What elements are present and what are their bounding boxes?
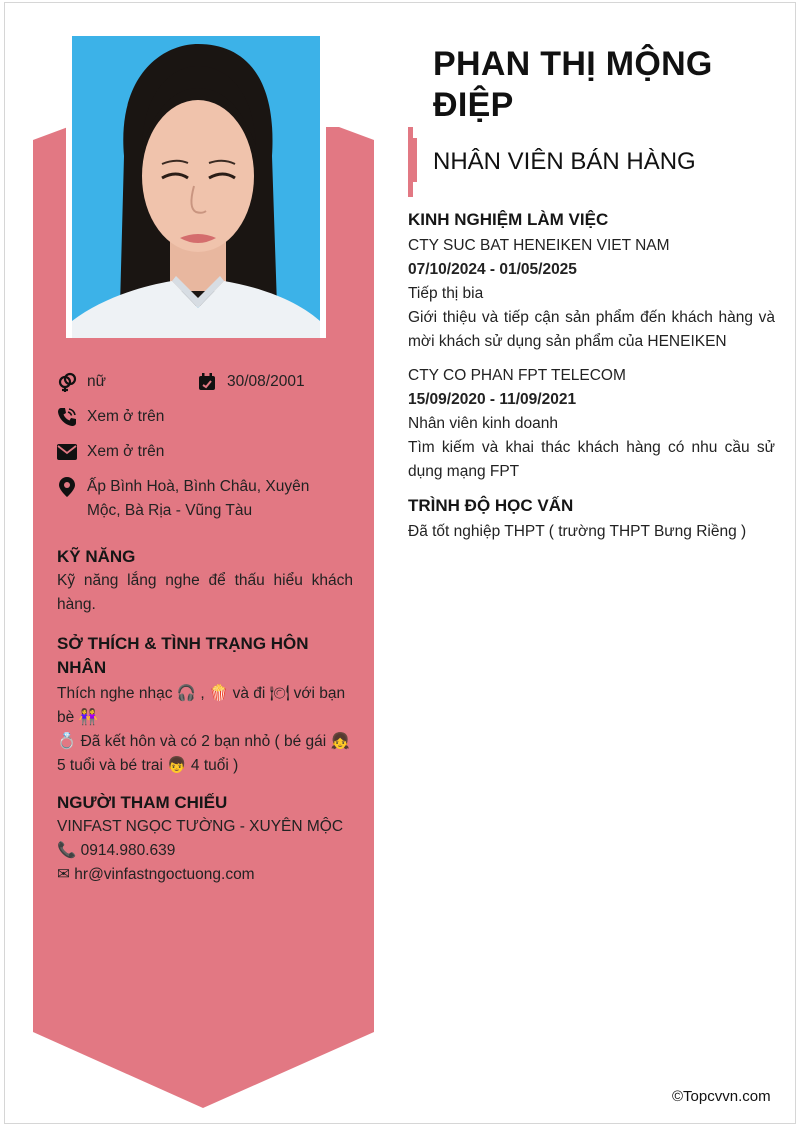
education-section <box>408 494 775 544</box>
phone-icon <box>57 405 77 429</box>
title-accent-bar-inner <box>413 138 417 182</box>
experience-position: Tiếp thị bia <box>408 285 484 302</box>
experience-item <box>408 234 775 354</box>
gender-icon <box>57 370 77 394</box>
phone-row <box>57 405 164 429</box>
experience-item <box>408 364 775 484</box>
experience-section <box>408 208 775 544</box>
skills-section <box>57 545 353 617</box>
marital-status-text: 💍 Đã kết hôn và có 2 bạn nhỏ ( bé gái 👧 5 tuổi và bé trai 👦 4 tuổi ) <box>57 733 350 774</box>
skills-text: Kỹ năng lắng nghe để thấu hiểu khách hàng. <box>57 572 353 613</box>
education-heading: TRÌNH ĐỘ HỌC VẤN <box>408 496 574 515</box>
phone-value: Xem ở trên <box>87 408 165 425</box>
birthday-row <box>197 370 305 394</box>
email-row <box>57 440 164 464</box>
experience-company: CTY CO PHAN FPT TELECOM <box>408 367 626 384</box>
candidate-name: PHAN THỊ MỘNG ĐIỆP <box>433 45 713 124</box>
experience-period: 15/09/2020 - 11/09/2021 <box>408 391 577 408</box>
experience-description: Giới thiệu và tiếp cận sản phẩm đến khách hàng và mời khách sử dụng sản phẩm của HENEIKEN <box>408 309 775 350</box>
experience-period: 07/10/2024 - 01/05/2025 <box>408 261 577 278</box>
hobbies-text: Thích nghe nhạc 🎧 , 🍿 và đi 🍽 với bạn bè 👭 <box>57 685 346 726</box>
calendar-icon <box>197 370 217 394</box>
skills-heading: KỸ NĂNG <box>57 547 136 566</box>
experience-company: CTY SUC BAT HENEIKEN VIET NAM <box>408 237 670 254</box>
profile-photo <box>72 36 320 338</box>
gender-row <box>57 370 106 394</box>
hobbies-heading: SỞ THÍCH & TÌNH TRẠNG HÔN NHÂN <box>57 634 309 677</box>
reference-phone: 📞 0914.980.639 <box>57 842 176 859</box>
reference-company: VINFAST NGỌC TƯỜNG - XUYÊN MỘC <box>57 818 344 835</box>
gender-value: nữ <box>87 373 106 390</box>
address-value: Ấp Bình Hoà, Bình Châu, Xuyên Mộc, Bà Rịa - Vũng Tàu <box>87 478 310 519</box>
location-pin-icon <box>57 475 77 499</box>
education-text: Đã tốt nghiệp THPT ( trường THPT Bưng Riềng ) <box>408 523 747 540</box>
envelope-icon <box>57 440 77 464</box>
experience-description: Tìm kiếm và khai thác khách hàng có nhu cầu sử dụng mạng FPT <box>408 439 775 480</box>
reference-email: ✉ hr@vinfastngoctuong.com <box>57 866 255 883</box>
reference-heading: NGƯỜI THAM CHIẾU <box>57 793 228 812</box>
birthday-value: 30/08/2001 <box>227 373 305 390</box>
address-row <box>57 475 327 523</box>
experience-heading: KINH NGHIỆM LÀM VIỆC <box>408 210 609 229</box>
hobbies-section <box>57 632 353 778</box>
experience-position: Nhân viên kinh doanh <box>408 415 558 432</box>
footer-credit: ©Topcvvn.com <box>672 1088 771 1105</box>
reference-section <box>57 791 353 887</box>
email-value: Xem ở trên <box>87 443 165 460</box>
job-title: NHÂN VIÊN BÁN HÀNG <box>433 148 696 175</box>
